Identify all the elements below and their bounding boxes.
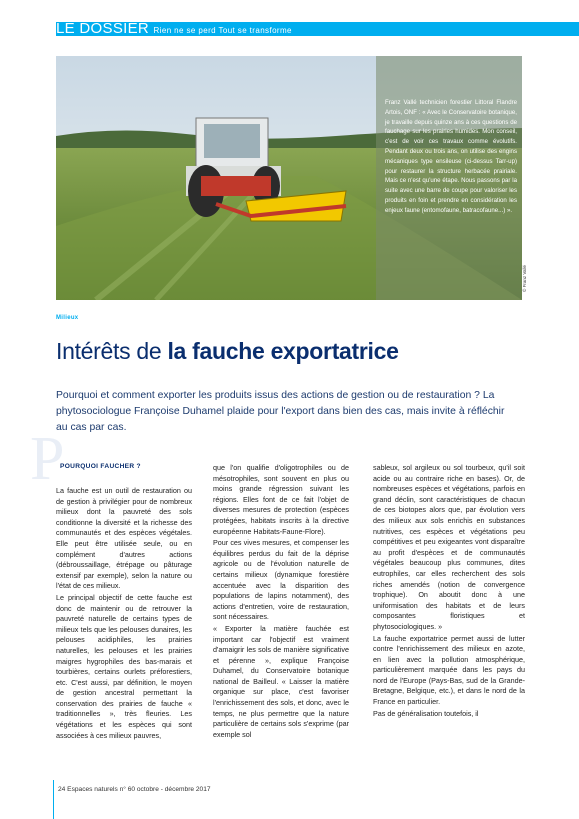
title-light: Intérêts de xyxy=(56,338,168,364)
page-footer: 24 Espaces naturels n° 60 octobre - décembre 2017 xyxy=(58,786,211,793)
footer-rule xyxy=(53,780,54,819)
paragraph: « Exporter la matière fauchée est important car l'objectif est vraiment d'amaigrir les sols de manière significative et pérenne », explique Françoise Duhamel, du Conservatoire botanique national de Bailleul. « Laisser la matière organique sur place, c'est favoriser l'enrichissement des sols, et donc, avec le temps, ne plus permettre que la nature particulière de certains sols s'exprime (par exemple sol xyxy=(213,623,349,739)
text-column-2 xyxy=(213,463,349,741)
paragraph: La fauche exportatrice permet aussi de lutter contre l'enrichissement des milieux en azote, en lien avec la pollution atmosphérique, particulièrement marquée dans les pays du nord de l'Europe (Pays-Bas, sud de la Grande-Bretagne, Belgique, etc.), et dans le nord de la France en particulier. xyxy=(373,633,525,707)
paragraph: Le principal objectif de cette fauche est donc de maintenir ou de retrouver la pauvreté naturelle de certains types de milieux tels que les pelouses dunaires, les pelouses acidiphiles, les prairies naturelles, les pelouses et les prairies maigres hygrophiles des bas-marais et tourbières, certains ourlets préforestiers, etc. C'est aussi, par définition, le moyen de gestion ancestral permettant la conservation des prairies de fauche « traditionnelles », très fleuries. Les végétations et les espèces qui sont associées à ces milieux pauvres, xyxy=(56,592,192,740)
text-column-1 xyxy=(56,486,192,742)
article-title xyxy=(56,338,399,365)
title-bold: la fauche exportatrice xyxy=(167,338,399,364)
section-name: LE DOSSIER xyxy=(56,20,150,37)
section-subhead: POURQUOI FAUCHER ? xyxy=(60,463,141,470)
drop-cap: P xyxy=(30,425,65,493)
rubric-label: Milieux xyxy=(56,315,79,321)
section-tagline: Rien ne se perd Tout se transforme xyxy=(153,26,292,35)
paragraph: sableux, sol argileux ou sol tourbeux, qu'il soit acide ou au contraire riche en bases). Or, de nombreuses espèces et végétations, parfois en grand déclin, sont caractéristiques de chacun de ces biotopes alors que, par évolution vers des milieux aux sols enrichis en substances nutritives, ces espèces et végétations peu compétitives et peu exigeantes vont disparaître au profit d'espèces et de communautés végétales beaucoup plus communes, dites eutrophiles, car elles recherchent des sols riches amendés (notion de convergence trophique). On aboutit donc à une uniformisation des habitats et de leurs composantes floristiques et phytosociologiques. » xyxy=(373,463,525,631)
paragraph: Pas de généralisation toutefois, il xyxy=(373,708,479,718)
text-column-3 xyxy=(373,463,525,720)
paragraph: que l'on qualifie d'oligotrophiles ou de mésotrophiles, sont souvent en plus ou moins grande régression suivant les régions. Elles font de ce fait l'objet de diverses mesures de protection (espèces protégées, habitats inscrits à la directive européenne Habitats-Faune-Flore). xyxy=(213,463,349,536)
section-header xyxy=(56,20,292,37)
paragraph: La fauche est un outil de restauration ou de gestion à privilégier pour de nombreux milieux dont la pauvreté des sols conditionne la diversité et la richesse des communautés et des espèces végétales. Elle peut être utilisée seule, ou en complément d'autres actions (débroussaillage, étrépage ou pâturage extensif par exemple), selon la nature ou l'état de ces milieux. xyxy=(56,486,192,591)
photo-caption: Franz Vallé technicien forestier Littoral Flandre Artois, ONF : « Avec le Conservatoire botanique, je travaille depuis quinze ans à ces questions de fauchage sur les prairies humides. Mon conseil, c'est de voir ces travaux comme évolutifs. Pendant deux ou trois ans, on utilise des engins mécaniques type ensileuse (ci-dessus Tarr-up) pour restaurer la structure herbacée prairiale. Mais ce n'est qu'une étape. Nous passons par la suite avec une barre de coupe pour valoriser les produits en foin et prendre en considération les enjeux faune (entomofaune, batracofaune...) ». xyxy=(385,99,517,214)
article-lead: Pourquoi et comment exporter les produits issus des actions de gestion ou de restauration ? La phytosociologue Françoise Duhamel plaide pour l'export dans bien des cas, mais invite à réfléchir au cas par cas. xyxy=(56,390,505,433)
photo-credit: © Franz Vallé xyxy=(522,265,527,292)
paragraph: Pour ces vives mesures, et compenser les équilibres perdus du fait de la déprise agricole ou de l'évolution naturelle de certains milieux (dynamique forestière accentuée avec la disparition des populations de lapins notamment), des actions d'entretien, voire de restauration, sont nécessaires. xyxy=(213,538,349,622)
